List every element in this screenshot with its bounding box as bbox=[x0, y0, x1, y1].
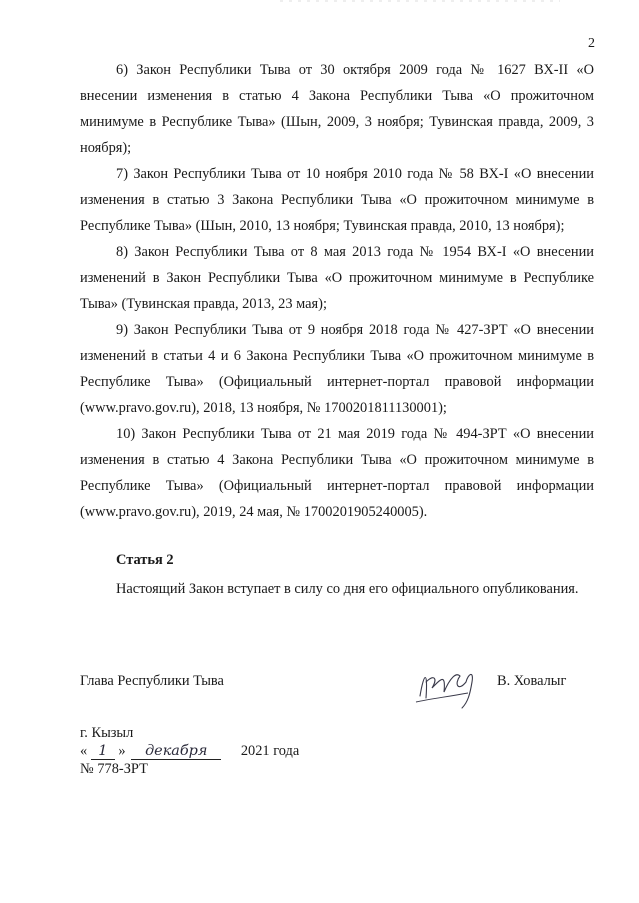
quote-close: » bbox=[118, 743, 126, 759]
law-number: № 778-ЗРТ bbox=[80, 761, 148, 777]
date-line bbox=[80, 743, 299, 760]
handwritten-signature bbox=[410, 652, 490, 712]
list-item: 8) Закон Республики Тыва от 8 мая 2013 года № 1954 ВХ-I «О внесении изменений в Закон Республики Тыва «О прожиточном минимуме в Республике Тыва» (Тувинская правда, 2013, 23 мая); bbox=[80, 244, 594, 312]
list-item: 7) Закон Республики Тыва от 10 ноября 2010 года № 58 ВХ-I «О внесении изменения в статью 3 Закона Республики Тыва «О прожиточном минимуме в Республике Тыва» (Шын, 2010, 13 ноября; Тувинская правда, 2010, 13 ноября); bbox=[80, 166, 594, 234]
article-title: Статья 2 bbox=[116, 552, 174, 568]
date-day: 1 bbox=[91, 743, 115, 760]
list-item: 6) Закон Республики Тыва от 30 октября 2009 года № 1627 ВХ-II «О внесении изменения в статью 4 Закона Республики Тыва «О прожиточном минимуме в Республике Тыва» (Шын, 2009, 3 ноября; Тувинская правда, 2009, 3 ноября); bbox=[80, 62, 594, 156]
date-year: 2021 года bbox=[240, 743, 300, 759]
article-body: Настоящий Закон вступает в силу со дня его официального опубликования. bbox=[116, 581, 579, 597]
page-number: 2 bbox=[588, 36, 595, 51]
scan-artifact bbox=[280, 0, 560, 4]
signer-name: В. Ховалыг bbox=[497, 673, 567, 689]
city: г. Кызыл bbox=[80, 725, 134, 741]
date-month: декабря bbox=[131, 743, 221, 760]
list-item: 10) Закон Республики Тыва от 21 мая 2019 года № 494-ЗРТ «О внесении изменения в статью 4 Закона Республики Тыва «О прожиточном минимуме в Республике Тыва» (Официальный интернет-портал правовой информации (www.pravo.gov.ru), 2019, 24 мая, № 1700201905240005). bbox=[80, 426, 594, 520]
quote-open: « bbox=[80, 743, 88, 759]
law-list bbox=[80, 57, 594, 525]
signer-title: Глава Республики Тыва bbox=[80, 673, 224, 689]
list-item: 9) Закон Республики Тыва от 9 ноября 2018 года № 427-ЗРТ «О внесении изменений в статьи 4 и 6 Закона Республики Тыва «О прожиточном минимуме в Республике Тыва» (Официальный интернет-портал правовой информации (www.pravo.gov.ru), 2018, 13 ноября, № 1700201811130001); bbox=[80, 322, 594, 416]
